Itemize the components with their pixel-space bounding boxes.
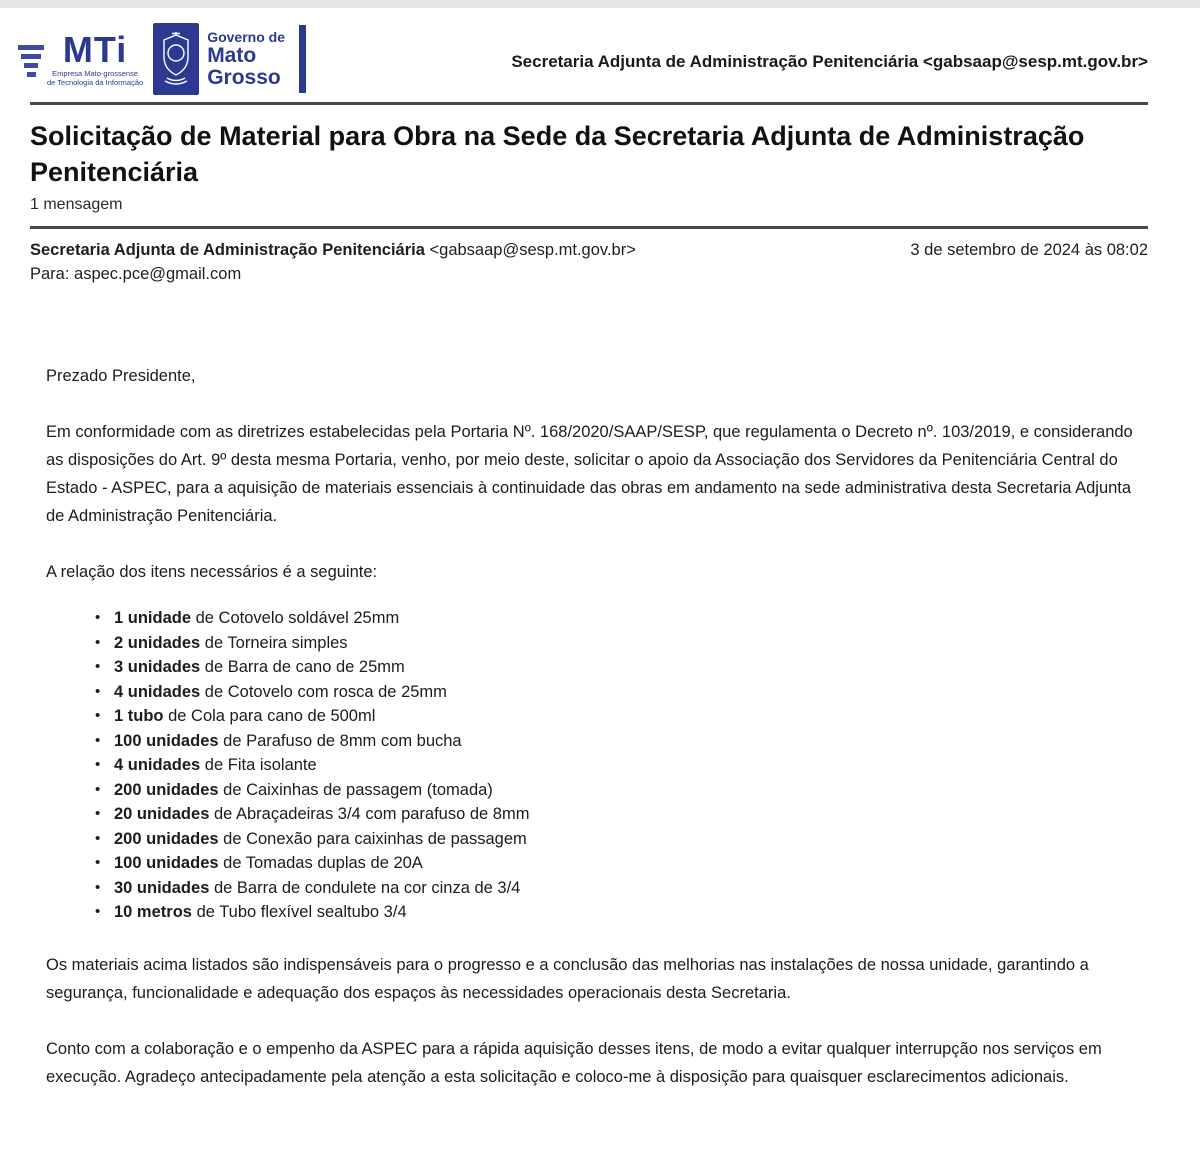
list-item: • 100 unidades de Parafuso de 8mm com bucha [114, 729, 1141, 754]
sender-row [30, 241, 1148, 260]
window-top-edge [0, 0, 1200, 8]
list-item: • 20 unidades de Abraçadeiras 3/4 com parafuso de 8mm [114, 802, 1141, 827]
list-item: • 1 tubo de Cola para cano de 500ml [114, 704, 1141, 729]
recipient-line [30, 265, 1148, 284]
greeting: Prezado Presidente, [46, 367, 196, 385]
subject-divider [30, 226, 1148, 229]
list-item: • 4 unidades de Fita isolante [114, 753, 1141, 778]
to-email: aspec.pce@gmail.com [74, 265, 242, 283]
list-item: • 100 unidades de Tomadas duplas de 20A [114, 851, 1141, 876]
gov-line-1: Governo de [207, 29, 285, 45]
list-item: • 200 unidades de Caixinhas de passagem (tomada) [114, 778, 1141, 803]
mti-logo [18, 31, 143, 87]
mti-gov-logo [30, 23, 306, 95]
sender-name: Secretaria Adjunta de Administração Penitenciária [30, 241, 425, 259]
logo-divider-bar [299, 25, 306, 93]
paragraph-3: Conto com a colaboração e o empenho da ASPEC para a rápida aquisição desses itens, de modo a evitar qualquer interrupção nos serviços em execução. Agradeço antecipadamente pela atenção a esta solicitação e coloco-me à disposição para quaisquer esclarecimentos adicionais. [46, 1039, 1102, 1086]
mti-flag-icon [18, 45, 44, 77]
material-list [46, 606, 1141, 925]
list-item: • 2 unidades de Torneira simples [114, 631, 1141, 656]
email-subject: Solicitação de Material para Obra na Sede da Secretaria Adjunta de Administração Penitenciária [30, 121, 1085, 187]
sender-identity [30, 241, 636, 260]
list-item: • 3 unidades de Barra de cano de 25mm [114, 655, 1141, 680]
mti-subtext-line2: de Tecnologia da Informação [47, 78, 144, 87]
paragraph-1: Em conformidade com as diretrizes estabelecidas pela Portaria Nº. 168/2020/SAAP/SESP, que regulamenta o Decreto nº. 103/2019, e considerando as disposições do Art. 9º desta mesma Portaria, venho, por meio deste, solicitar o apoio da Associação dos Servidores da Penitenciária Central do Estado - ASPEC, para a aquisição de materiais essenciais à continuidade das obras em andamento na sede administrativa desta Secretaria Adjunta de Administração Penitenciária. [46, 423, 1133, 525]
list-item: • 4 unidades de Cotovelo com rosca de 25mm [114, 680, 1141, 705]
mti-logo-text [47, 31, 143, 87]
list-item: • 200 unidades de Conexão para caixinhas de passagem [114, 827, 1141, 852]
account-header-email: Secretaria Adjunta de Administração Penitenciária <gabsaap@sesp.mt.gov.br> [511, 52, 1148, 71]
gov-line-3: Grosso [207, 66, 281, 89]
message-count: 1 mensagem [30, 196, 123, 213]
list-item: • 30 unidades de Barra de condulete na cor cinza de 3/4 [114, 876, 1141, 901]
gov-line-2: Mato [207, 44, 257, 67]
paragraph-2: Os materiais acima listados são indispensáveis para o progresso e a conclusão das melhorias nas instalações de nossa unidade, garantindo a segurança, funcionalidade e adequação dos espaços às necessidades operacionais desta Secretaria. [46, 955, 1089, 1002]
email-body [46, 362, 1141, 1091]
to-label: Para: [30, 265, 70, 283]
mti-subtext-line1: Empresa Mato-grossense [52, 69, 139, 78]
header-divider [30, 102, 1148, 105]
list-item: • 1 unidade de Cotovelo soldável 25mm [114, 606, 1141, 631]
mato-grosso-coat-of-arms-icon [153, 23, 199, 95]
governo-mato-grosso-wordmark [207, 29, 285, 89]
message-date: 3 de setembro de 2024 às 08:02 [910, 241, 1148, 259]
email-print-page [0, 8, 1200, 1159]
sender-email: <gabsaap@sesp.mt.gov.br> [429, 241, 636, 259]
mti-wordmark: MTi [62, 29, 128, 70]
list-item: • 10 metros de Tubo flexível sealtubo 3/4 [114, 900, 1141, 925]
print-header [30, 16, 1148, 102]
list-intro: A relação dos itens necessários é a seguinte: [46, 563, 378, 581]
